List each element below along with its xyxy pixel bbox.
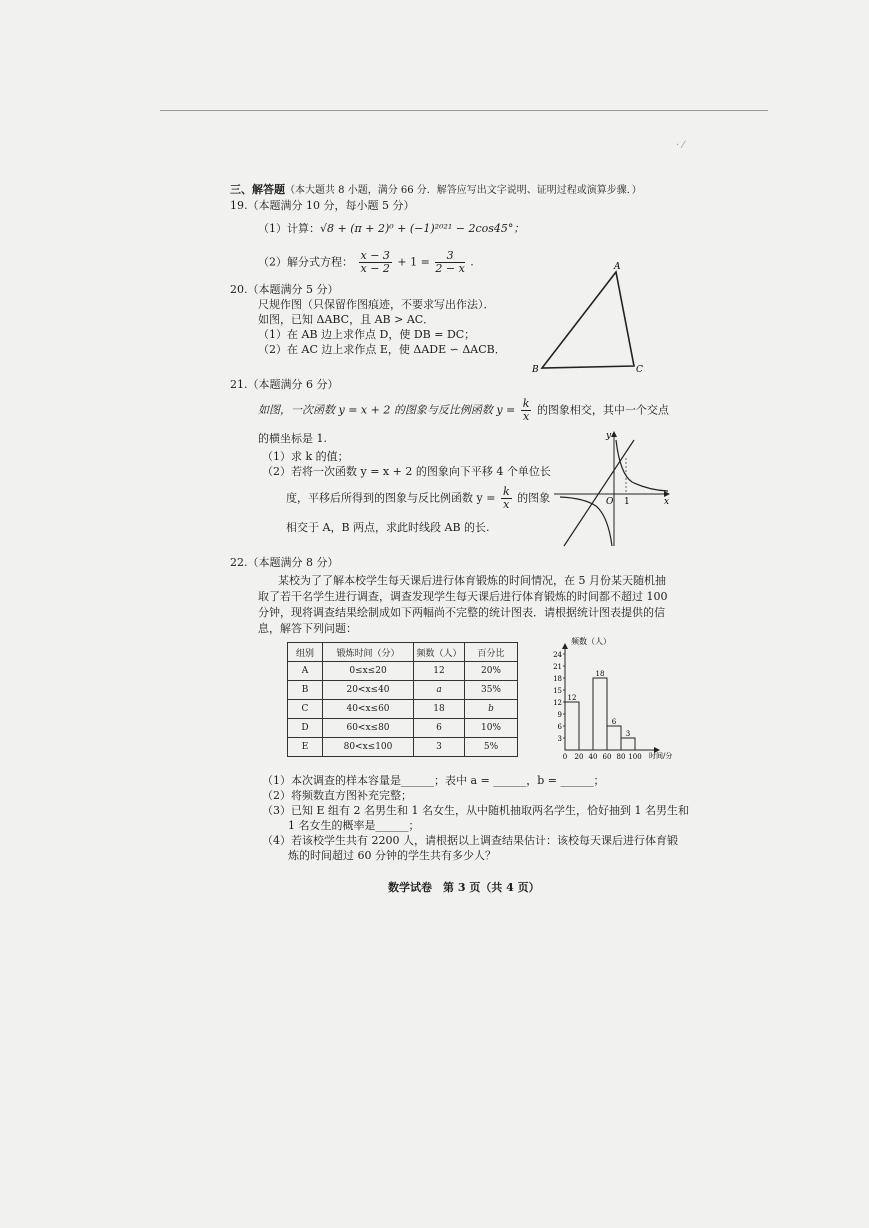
triangle-figure: [528, 258, 658, 378]
q19-part1: [258, 222, 524, 236]
histogram-y-tick-label: 15: [553, 687, 562, 695]
section-title: 三、解答题: [230, 183, 285, 196]
scan-mark: · ⁄: [676, 140, 685, 151]
vertex-c-label: C: [636, 365, 643, 375]
table-cell: b: [465, 700, 518, 719]
histogram-x-tick-label: 40: [588, 753, 598, 761]
hyperbola-branch-1: [616, 440, 668, 491]
histogram-x-tick-label: 100: [628, 753, 642, 761]
q19-part1-expression: √8 + (π + 2)⁰ + (−1)²⁰²¹ − 2cos45°；: [320, 222, 525, 235]
histogram-bar: [621, 738, 635, 750]
fraction-denominator: x: [503, 498, 510, 511]
histogram-y-tick-label: 6: [557, 723, 562, 731]
table-cell: a: [414, 681, 465, 700]
table-row: [288, 662, 518, 681]
table-cell: D: [288, 719, 323, 738]
q19-fraction-1: [359, 250, 392, 275]
section-header: [230, 183, 642, 198]
fraction-numerator: k: [522, 397, 530, 410]
table-cell: 6: [414, 719, 465, 738]
histogram-bar: [593, 678, 607, 750]
table-cell: 0≤x≤20: [323, 662, 414, 681]
histogram-y-tick-label: 9: [557, 711, 562, 719]
histogram-y-label: 频数（人）: [571, 637, 611, 646]
q19-fraction-2: [435, 250, 464, 275]
fraction-denominator: x: [522, 410, 530, 423]
y-axis-arrow-icon: [611, 431, 617, 437]
x-axis-label: x: [664, 497, 670, 507]
q22-para-3: 分钟，现将调查结果绘制成如下两幅尚不完整的统计图表．请根据统计图表提供的信: [258, 606, 665, 619]
histogram-x-tick-label: 0: [562, 753, 568, 761]
table-row: [288, 681, 518, 700]
fraction-denominator: 2 − x: [435, 262, 465, 275]
q22-para-1: 某校为了了解本校学生每天课后进行体育锻炼的时间情况，在 5 月份某天随机抽: [278, 574, 666, 587]
table-header-cell: 锻炼时间（分）: [323, 643, 414, 662]
table-cell: E: [288, 738, 323, 757]
q19-equation-middle: + 1 =: [397, 255, 430, 269]
frequency-histogram: [545, 632, 675, 764]
q21-line-5: [286, 486, 550, 514]
q19-part2: [258, 250, 474, 280]
q21-fraction-k-over-x: [521, 398, 532, 423]
y-axis-arrow-icon: [562, 643, 568, 649]
q22-question-4b: 炼的时间超过 60 分钟的学生共有多少人？: [288, 849, 496, 862]
y-axis-label: y: [606, 431, 612, 441]
table-cell: 20%: [465, 662, 518, 681]
table-cell: 35%: [465, 681, 518, 700]
q22-heading: 22.（本题满分 8 分）: [230, 556, 339, 569]
table-cell: 10%: [465, 719, 518, 738]
q21-heading: 21.（本题满分 6 分）: [230, 378, 339, 391]
q21-line-3: （1）求 k 的值；: [262, 450, 349, 463]
hyperbola-branch-2: [560, 497, 612, 546]
table-row: [288, 700, 518, 719]
histogram-y-tick-label: 3: [557, 735, 562, 743]
table-header-cell: 频数（人）: [414, 643, 465, 662]
table-header-cell: 组别: [288, 643, 323, 662]
table-cell: 40<x≤60: [323, 700, 414, 719]
q20-line-2: 如图，已知 ΔABC，且 AB > AC．: [258, 313, 435, 326]
q22-question-4a: （4）若该校学生共有 2200 人，请根据以上调查结果估计：该校每天课后进行体育锻: [262, 834, 678, 847]
q21-line-4: （2）若将一次函数 y = x + 2 的图象向下平移 4 个单位长: [262, 465, 551, 478]
q21-line-5-end: 的图象: [517, 491, 551, 505]
histogram-bar: [565, 702, 579, 750]
origin-label: O: [606, 497, 614, 507]
q19-part1-label: （1）计算：: [258, 222, 320, 235]
function-graph: [552, 428, 674, 550]
histogram-x-tick-label: 60: [602, 753, 612, 761]
q22-question-1: （1）本次调查的样本容量是______；表中 a = ______，b = ______；: [262, 774, 605, 787]
tick-one-label: 1: [624, 497, 630, 507]
histogram-y-tick-label: 18: [553, 675, 562, 683]
q19-equation-end: .: [470, 255, 474, 269]
frequency-table: [287, 642, 518, 757]
histogram-bar-label: 12: [567, 694, 577, 702]
q21-line-2: 的横坐标是 1.: [258, 432, 327, 445]
q22-question-2: （2）将频数直方图补充完整；: [262, 789, 412, 802]
q21-line-6: 相交于 A，B 两点，求此时线段 AB 的长.: [286, 521, 490, 534]
histogram-x-tick-label: 20: [574, 753, 584, 761]
table-cell: 5%: [465, 738, 518, 757]
vertex-a-label: A: [614, 262, 621, 272]
histogram-x-tick-label: 80: [616, 753, 626, 761]
histogram-y-tick-label: 24: [553, 651, 562, 659]
q19-heading: 19.（本题满分 10 分，每小题 5 分）: [230, 199, 415, 212]
table-row: [288, 738, 518, 757]
q19-part2-label: （2）解分式方程：: [258, 255, 353, 269]
q20-heading: 20.（本题满分 5 分）: [230, 283, 339, 296]
page-footer: 数学试卷 第 3 页（共 4 页）: [388, 881, 540, 894]
table-cell: 18: [414, 700, 465, 719]
table-cell: B: [288, 681, 323, 700]
table-cell: 80<x≤100: [323, 738, 414, 757]
q21-line-1: [258, 398, 669, 426]
q21-line-1-start: 如图，一次函数 y = x + 2 的图象与反比例函数 y =: [258, 403, 516, 417]
q21-fraction-k-over-x-2: [501, 486, 512, 511]
table-header-row: [288, 643, 518, 662]
histogram-bar-label: 3: [625, 730, 631, 738]
linear-function-line: [564, 440, 634, 546]
section-note: （本大题共 8 小题，满分 66 分．解答应写出文字说明、证明过程或演算步骤．）: [285, 185, 642, 196]
table-cell: C: [288, 700, 323, 719]
q20-line-4: （2）在 AC 边上求作点 E，使 ΔADE ∽ ΔACB．: [258, 343, 506, 356]
table-cell: 12: [414, 662, 465, 681]
histogram-bar-label: 18: [595, 670, 605, 678]
q22-question-3a: （3）已知 E 组有 2 名男生和 1 名女生，从中随机抽取两名学生，恰好抽到 1 名男生和: [262, 804, 689, 817]
histogram-bar: [607, 726, 621, 750]
q21-line-1-end: 的图象相交，其中一个交点: [536, 403, 669, 417]
table-cell: 60<x≤80: [323, 719, 414, 738]
histogram-y-tick-label: 12: [553, 699, 562, 707]
q21-line-5-start: 度，平移后所得到的图象与反比例函数 y =: [286, 491, 496, 505]
histogram-y-tick-label: 21: [553, 663, 562, 671]
q20-line-1: 尺规作图（只保留作图痕迹，不要求写出作法）．: [258, 298, 495, 311]
fraction-numerator: k: [502, 485, 510, 498]
table-cell: A: [288, 662, 323, 681]
vertex-b-label: B: [532, 365, 539, 375]
fraction-numerator: x − 3: [360, 249, 390, 262]
q22-para-2: 取了若干名学生进行调查，调查发现学生每天课后进行体育锻炼的时间都不超过 100: [258, 590, 668, 603]
q22-para-4: 息，解答下列问题：: [258, 622, 357, 635]
histogram-x-label: 时间/分: [649, 752, 673, 760]
histogram-bar-label: 6: [611, 718, 617, 726]
table-header-cell: 百分比: [465, 643, 518, 662]
fraction-numerator: 3: [435, 250, 464, 263]
table-row: [288, 719, 518, 738]
header-rule: [160, 110, 768, 111]
table-cell: 3: [414, 738, 465, 757]
triangle-abc: [542, 272, 634, 368]
q20-line-3: （1）在 AB 边上求作点 D，使 DB = DC；: [258, 328, 476, 341]
q22-question-3b: 1 名女生的概率是______；: [288, 819, 420, 832]
table-cell: 20<x≤40: [323, 681, 414, 700]
fraction-denominator: x − 2: [360, 262, 390, 275]
